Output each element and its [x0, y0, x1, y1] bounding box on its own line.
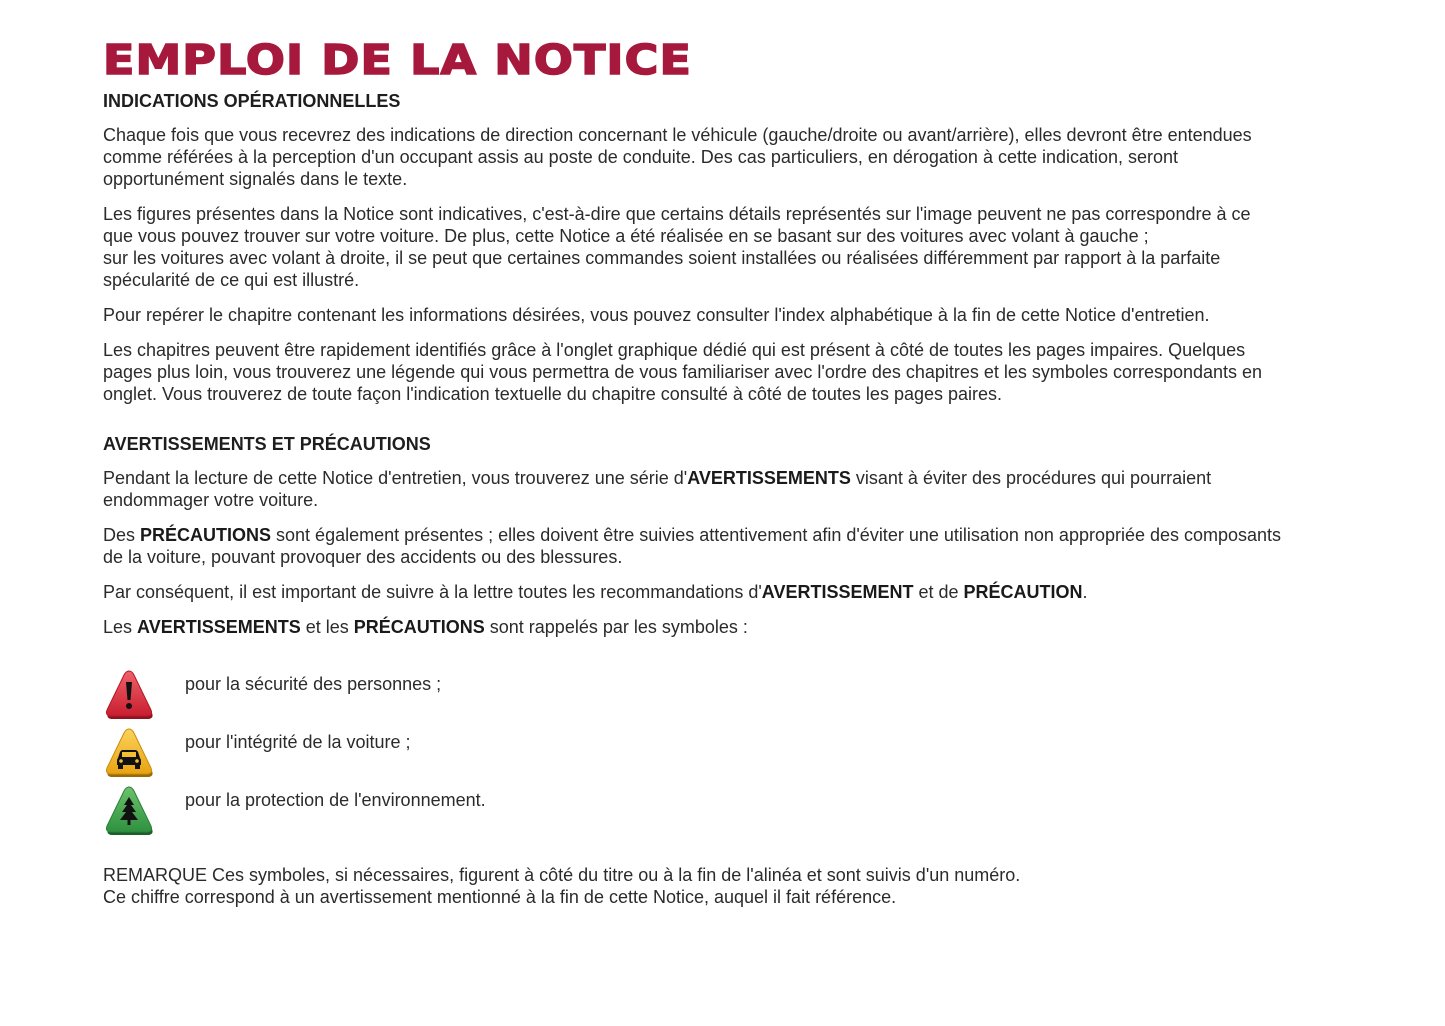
bold-term: PRÉCAUTIONS — [140, 525, 272, 545]
yellow-car-warning-icon — [103, 725, 155, 779]
paragraph-directions: Chaque fois que vous recevrez des indications de direction concernant le véhicule (gauche/droite ou avant/arrière), elles devront être entendues comme référées à la perception d'un occupant assis au poste de conduite. Des cas particuliers, en dérogation à cette indication, seront opportunément signalés dans le texte. — [103, 125, 1252, 189]
paragraph-index: Pour repérer le chapitre contenant les informations désirées, vous pouvez consulter l'index alphabétique à la fin de cette Notice d'entretien. — [103, 305, 1210, 325]
section-heading-warnings: AVERTISSEMENTS ET PRÉCAUTIONS — [103, 434, 431, 454]
remark-note — [103, 864, 1283, 908]
bold-term: AVERTISSEMENTS — [687, 468, 851, 488]
symbol-label-environment: pour la protection de l'environnement. — [185, 790, 486, 810]
text-run: Par conséquent, il est important de suivre à la lettre toutes les recommandations d' — [103, 582, 762, 602]
red-warning-exclamation-icon — [103, 667, 155, 721]
symbol-label-vehicle-integrity: pour l'intégrité de la voiture ; — [185, 732, 411, 752]
remark-line-2: Ce chiffre correspond à un avertissement mentionné à la fin de cette Notice, auquel il fait référence. — [103, 887, 897, 907]
text-run: et les — [300, 617, 354, 637]
symbol-row-vehicle-integrity — [103, 725, 1283, 783]
paragraph-precautions — [103, 524, 1283, 568]
paragraph-warnings-intro — [103, 467, 1283, 511]
remark-line-1: REMARQUE Ces symboles, si nécessaires, figurent à côté du titre ou à la fin de l'alinéa et sont suivis d'un numéro. — [103, 865, 1021, 885]
bold-term: PRÉCAUTION — [963, 582, 1083, 602]
symbol-label-personal-safety: pour la sécurité des personnes ; — [185, 674, 442, 694]
text-run: sont rappelés par les symboles : — [484, 617, 748, 637]
paragraph-figures — [103, 203, 1283, 291]
paragraph-symbols-intro — [103, 616, 1283, 638]
text-run: Les — [103, 617, 138, 637]
paragraph-figures-part1: Les figures présentes dans la Notice sont indicatives, c'est-à-dire que certains détails représentés sur l'image peuvent ne pas correspondre à ce que vous pouvez trouver sur votre voiture. De plus, cette Notice a été réalisée en se basant sur des voitures avec volant à gauche ; — [103, 204, 1251, 246]
text-run: sont également présentes ; elles doivent être suivies attentivement afin d'éviter une utilisation non appropriée des composants de la voiture, pouvant provoquer des accidents ou des blessures. — [103, 525, 1282, 567]
page-content — [103, 36, 1283, 908]
green-tree-warning-icon — [103, 783, 155, 837]
paragraph-chapters: Les chapitres peuvent être rapidement identifiés grâce à l'onglet graphique dédié qui est présent à côté de toutes les pages impaires. Quelques pages plus loin, vous trouverez une légende qui vous permettra de vous familiariser avec l'ordre des chapitres et les symboles correspondants en onglet. Vous trouverez de toute façon l'indication textuelle du chapitre consulté à côté de toutes les pages paires. — [103, 340, 1263, 404]
symbol-row-environment — [103, 783, 1283, 841]
paragraph-figures-part2: sur les voitures avec volant à droite, il se peut que certaines commandes soient installées ou réalisées différemment par rapport à la parfaite spécularité de ce qui est illustré. — [103, 248, 1221, 290]
paragraph-follow — [103, 581, 1283, 603]
page-title: EMPLOI DE LA NOTICE — [103, 36, 692, 84]
text-run: visant à éviter des procédures qui pourraient endommager votre voiture. — [103, 468, 1212, 510]
text-run: Des — [103, 525, 141, 545]
text-run: . — [1082, 582, 1088, 602]
text-run: et de — [913, 582, 964, 602]
symbol-list — [103, 667, 1283, 841]
symbol-row-personal-safety — [103, 667, 1283, 725]
bold-term: AVERTISSEMENT — [761, 582, 914, 602]
bold-term: PRÉCAUTIONS — [353, 617, 485, 637]
text-run: Pendant la lecture de cette Notice d'entretien, vous trouverez une série d' — [103, 468, 688, 488]
section-heading-operational: INDICATIONS OPÉRATIONNELLES — [103, 91, 401, 111]
bold-term: AVERTISSEMENTS — [137, 617, 301, 637]
